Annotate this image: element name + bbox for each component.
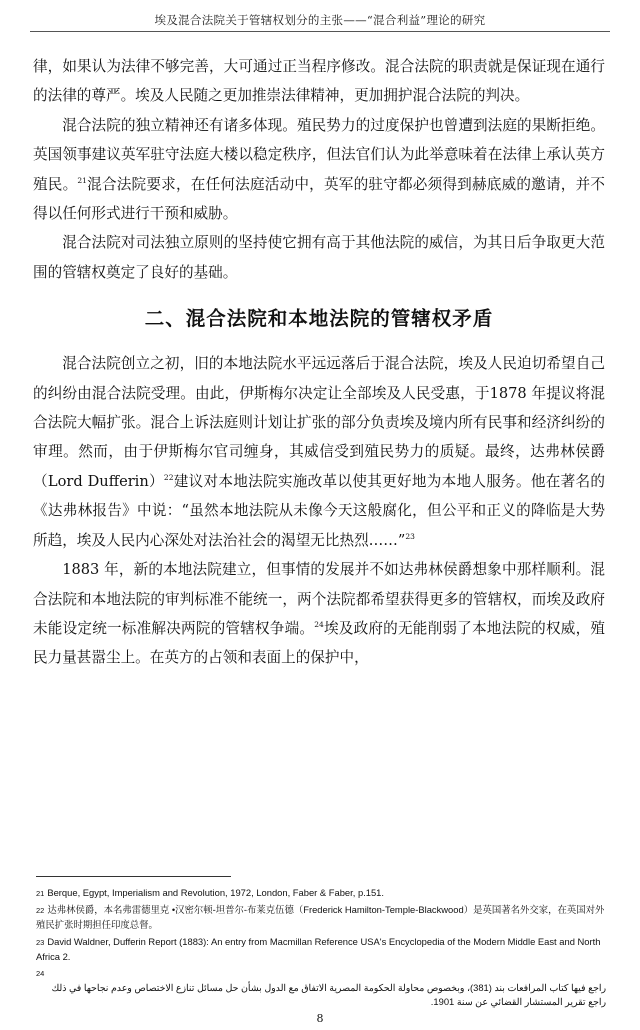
footnote-number: 24 (36, 969, 45, 979)
header-rule (30, 31, 610, 32)
paragraph-5-text: 1883 年，新的本地法院建立，但事情的发展并不如达弗林侯爵想象中那样顺利。混合法院和本地法院的审判标准不能统一，两个法院都希望获得更多的管辖权，而埃及政府未能设定统一标准解决两院的管辖权争端。 (33, 561, 605, 637)
footnote-text-arabic: راجع فيها كتاب المرافعات بند (381)، وبخصوص محاولة الحكومة المصرية الاتفاق مع الدول بشأن حل مسائل تنازع الاختصاص وعدم نجاحها في ذلك راجع تقرير المستشار القضائي عن سنة 1901. (51, 982, 606, 1008)
footnote-number: 23 (36, 937, 45, 947)
paragraph-4 (33, 349, 605, 555)
paragraph-2 (33, 111, 605, 229)
section-heading: 二、混合法院和本地法院的管辖权矛盾 (144, 307, 494, 331)
paragraph-3: 混合法院对司法独立原则的坚持使它拥有高于其他法院的威信，为其日后争取更大范围的管辖权奠定了良好的基础。 (33, 234, 605, 281)
footnote-text: 达弗林侯爵，本名弗雷德里克 •汉密尔顿-坦普尔-布莱克伍德（Frederick Hamilton-Temple-Blackwood）是英国著名外交家，在英国对外殖民扩张时期担任印度总督。 (36, 904, 605, 931)
footnote-number: 21 (36, 889, 45, 898)
paragraph-2-text-after: 混合法院要求，在任何法庭活动中，英军的驻守都必须得到赫底威的邀请，并不得以任何形式进行干预和威胁。 (33, 175, 605, 223)
body-text (33, 52, 605, 673)
footnote-24 (36, 966, 606, 1010)
footnote-ref-24[interactable]: 24 (314, 620, 324, 630)
paragraph-5-text-after: 埃及政府的无能削弱了本地法院的权威，殖民力量甚嚣尘上。在英方的占领和表面上的保护中， (33, 619, 605, 667)
running-header: 埃及混合法院关于管辖权划分的主张——“混合利益”理论的研究 (154, 13, 486, 27)
footnote-text: David Waldner, Dufferin Report (1883): An entry from Macmillan Reference USA's Encyclopedia of the Modern Middle East and North Africa 2. (36, 935, 601, 962)
paragraph-4-text: 混合法院创立之初，旧的本地法院水平远远落后于混合法院，埃及人民迫切希望自己的纠纷由混合法院受理。由此，伊斯梅尔决定让全部埃及人民受惠，于1878 年提议将混合法院大幅扩张。混合上诉法庭则计划让扩张的部分负责埃及境内所有民事和经济纠纷的审理。然而，由于伊斯梅尔官司缠身，其威信受到殖民势力的质疑。最终，达弗林侯爵（Lord Dufferin） (33, 355, 605, 490)
footnote-rule (36, 876, 231, 877)
footnote-22 (36, 903, 606, 932)
footnote-ref-22[interactable]: 22 (163, 473, 174, 483)
footnote-number: 22 (36, 906, 45, 916)
page-number: 8 (316, 1012, 324, 1025)
footnote-text: Berque, Egypt, Imperialism and Revolution, 1972, London, Faber & Faber, p.151. (47, 887, 385, 898)
footnotes (36, 886, 606, 1012)
paragraph-1: 律，如果认为法律不够完善，大可通过正当程序修改。混合法院的职责就是保证现在通行的法律的尊严。埃及人民随之更加推崇法律精神，更加拥护混合法院的判决。 (33, 58, 605, 105)
footnote-ref-21[interactable]: 21 (77, 175, 87, 185)
paragraph-5 (33, 555, 605, 673)
footnote-ref-23[interactable]: 23 (405, 531, 415, 541)
paragraph-4-text-mid: 建议对本地法院实施改革以使其更好地为本地人服务。他在著名的《达弗林报告》中说：“虽然本地法院从未像今天这般腐化，但公平和正义的降临是大势所趋，埃及人民内心深处对法治社会的渴望无比热烈……” (33, 472, 605, 549)
footnote-21 (36, 886, 606, 901)
footnote-23 (36, 935, 606, 964)
paragraph-2-text: 混合法院的独立精神还有诸多体现。殖民势力的过度保护也曾遭到法庭的果断拒绝。英国领事建议英军驻守法庭大楼以稳定秩序，但法官们认为此举意味着在法律上承认英方殖民。 (33, 116, 605, 193)
